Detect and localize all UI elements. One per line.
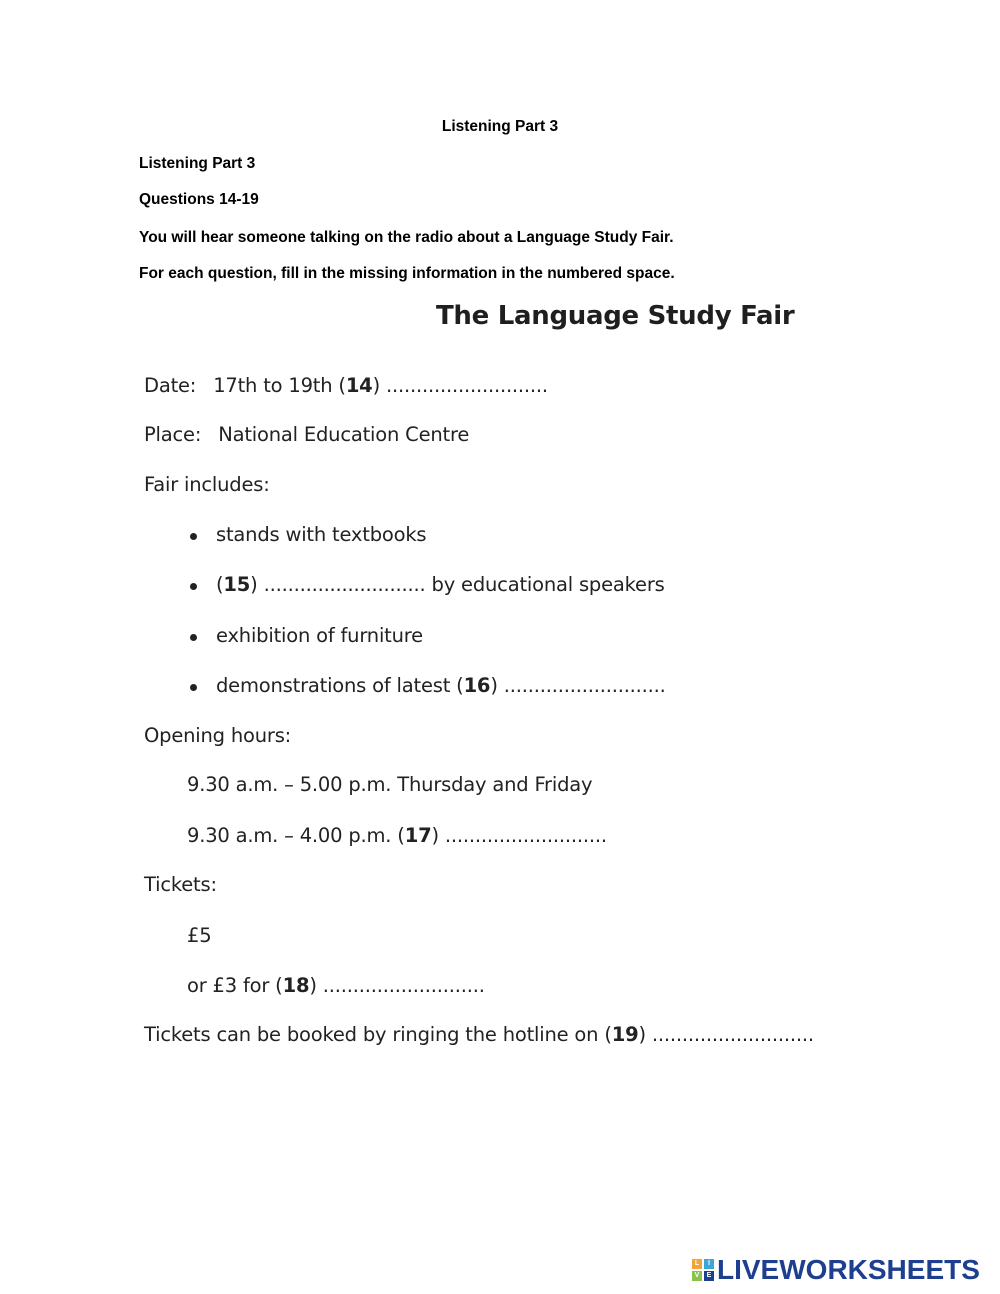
question-14-number: 14 [345, 374, 373, 397]
logo-text: LIVEWORKSHEETS [717, 1254, 980, 1285]
includes-label: Fair includes: [144, 473, 270, 496]
questions-range: Questions 14-19 [139, 191, 259, 208]
include-item-3: exhibition of furniture [216, 624, 423, 647]
logo-mark-tile: I [704, 1259, 714, 1269]
place-label: Place: [144, 423, 202, 446]
logo-mark-icon [692, 1259, 714, 1281]
answer-blank-17[interactable]: ) ........................... [431, 824, 607, 847]
logo-mark-tile: E [704, 1271, 714, 1281]
place-row [144, 423, 469, 446]
bullet-icon [190, 684, 197, 691]
answer-blank-16[interactable]: ) ........................... [490, 674, 666, 697]
include-item-4 [216, 674, 666, 697]
date-value: 17th to 19th ( [213, 374, 346, 397]
bullet-icon [190, 583, 197, 590]
answer-blank-19[interactable]: ) ........................... [638, 1023, 814, 1046]
instruction-2: For each question, fill in the missing information in the numbered space. [139, 265, 675, 282]
logo-mark-tile: V [692, 1271, 702, 1281]
price-2-text: or £3 for ( [187, 974, 283, 997]
page-title: Listening Part 3 [441, 118, 559, 135]
place-value: National Education Centre [218, 423, 470, 446]
bullet-icon [190, 533, 197, 540]
fair-title: The Language Study Fair [436, 301, 795, 331]
hours-label: Opening hours: [144, 724, 292, 747]
hotline-text: Tickets can be booked by ringing the hotline on ( [144, 1023, 612, 1046]
logo-mark-tile: L [692, 1259, 702, 1269]
price-1: £5 [187, 924, 212, 947]
answer-blank-15[interactable]: ) ........................... by educational speakers [250, 573, 665, 596]
price-2 [187, 974, 485, 997]
liveworksheets-logo [692, 1254, 980, 1286]
question-19-number: 19 [611, 1023, 639, 1046]
date-row [144, 374, 548, 397]
instruction-1: You will hear someone talking on the radio about a Language Study Fair. [139, 229, 674, 246]
hours-line-2 [187, 824, 607, 847]
date-label: Date: [144, 374, 197, 397]
include-item-2 [216, 573, 665, 596]
hotline-row [144, 1023, 814, 1046]
answer-blank-14[interactable]: ) ........................... [372, 374, 548, 397]
question-17-number: 17 [404, 824, 432, 847]
question-16-number: 16 [463, 674, 491, 697]
question-15-number: 15 [223, 573, 251, 596]
answer-blank-18[interactable]: ) ........................... [309, 974, 485, 997]
tickets-label: Tickets: [144, 873, 217, 896]
hours-line-1: 9.30 a.m. – 5.00 p.m. Thursday and Friday [187, 773, 593, 796]
part-label: Listening Part 3 [139, 155, 256, 172]
bullet-icon [190, 634, 197, 641]
question-18-number: 18 [282, 974, 310, 997]
include-item-1: stands with textbooks [216, 523, 427, 546]
include-item-4-text: demonstrations of latest ( [216, 674, 464, 697]
paren-open: ( [216, 573, 224, 596]
hours-line-2-text: 9.30 a.m. – 4.00 p.m. ( [187, 824, 405, 847]
